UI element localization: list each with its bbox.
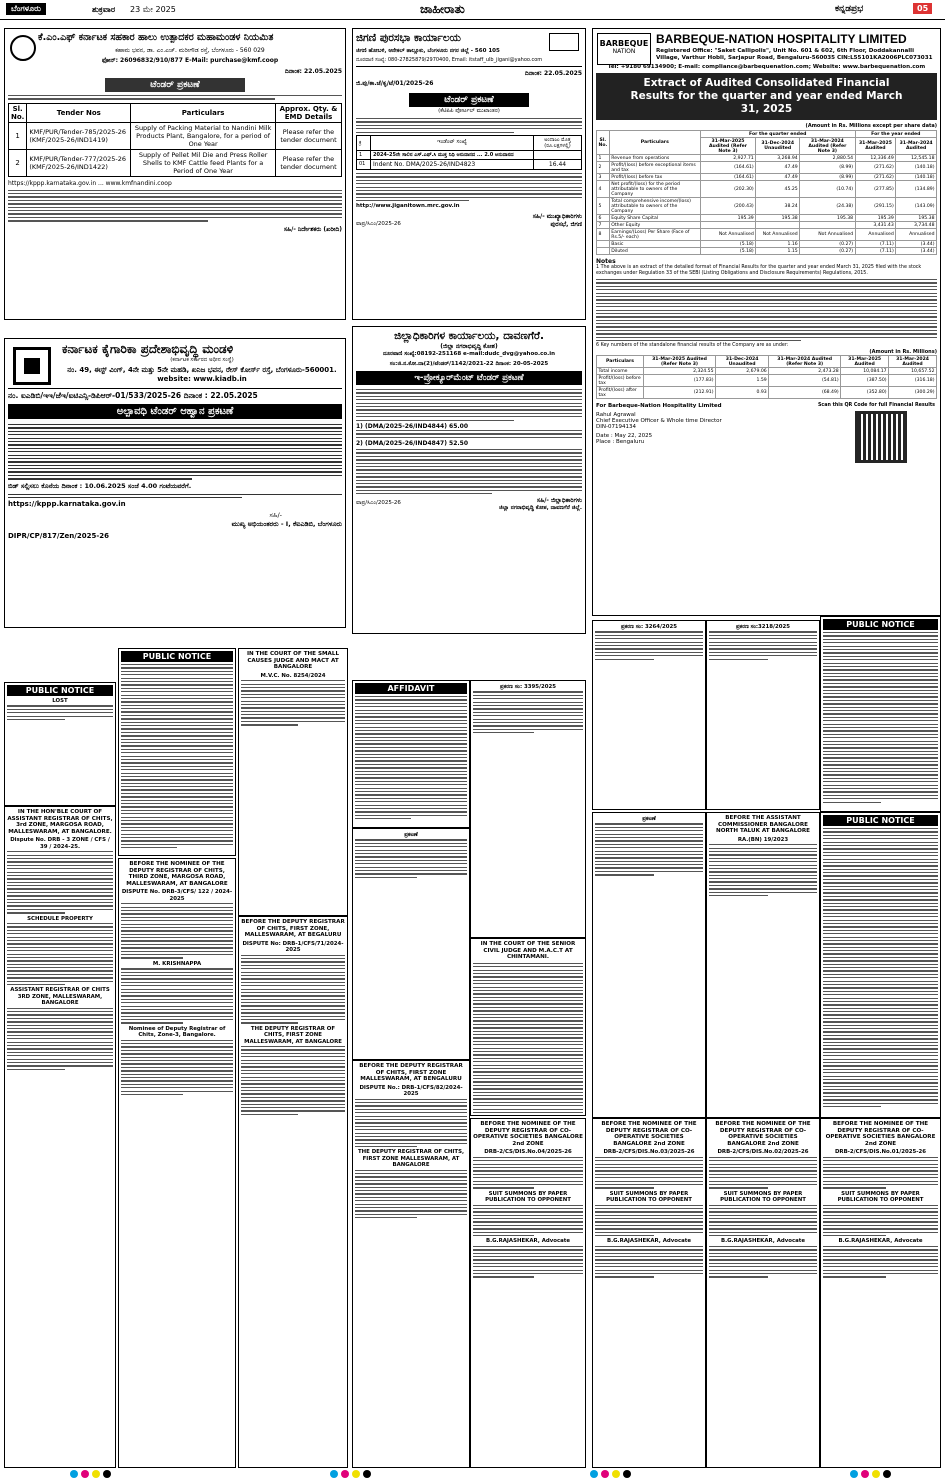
kmf-tender-ad: [4, 28, 346, 320]
bbq-tel: Tel: +9180 69134900; E-mail: compliance@barbequenation.com; Website: www.barbequenation.com: [607, 64, 926, 70]
notice-heading: BEFORE THE NOMINEE OF THE DEPUTY REGISTRAR OF CO-OPERATIVE SOCIETIES BANGALORE 2nd ZONE: [715, 1121, 811, 1147]
kmf-sign: ಸಹಿ/- ನಿರ್ದೇಶಕರು (ಖರೀದಿ): [283, 225, 342, 233]
kmf-table: [8, 103, 342, 177]
table-row: 5 Total comprehensive income/(loss) attributable to owners of the Company (200.43) 38.24 (24.38) (291.15) (143.09): [598, 198, 935, 214]
bbq-notes-title: Notes: [596, 258, 616, 265]
bbq-din: DIN-07194134: [596, 424, 636, 431]
bbq-logo: [597, 33, 651, 65]
kannada-notice-2: [470, 680, 586, 938]
jigani-work: 2024-25ನೇ ಸಾಲಿನ ಎಸ್.ಎಫ್.ಸಿ ಮುಕ್ತ ನಿಧಿ ಅನುದಾನದ ... 2.0 ಅನುದಾನದ: [371, 150, 534, 159]
barbeque-nation-results: [592, 28, 941, 616]
notice-heading: PUBLIC NOTICE: [121, 651, 233, 662]
jigani-title: ಜಿಗಣಿ ಪುರಸಭಾ ಕಾರ್ಯಾಲಯ: [356, 32, 461, 44]
table-row: 8 Earnings/(Loss) Per Share (Face of Rs.5/- each) Not Annualised Not Annualised Not Annualised Annualised Annualised: [598, 229, 935, 240]
notice-subheading: ಪ್ರಕರಣ ಸಂ: 3395/2025: [500, 684, 556, 690]
print-color-marks: [0, 1468, 945, 1480]
davangere-body: [356, 389, 582, 421]
davangere-title: ಜಿಲ್ಲಾಧಿಕಾರಿಗಳ ಕಾರ್ಯಾಲಯ, ದಾವಣಗೆರೆ.: [394, 330, 544, 342]
notice-heading: BEFORE THE NOMINEE OF THE DEPUTY REGISTRAR OF CO-OPERATIVE SOCIETIES BANGALORE 2nd ZONE: [473, 1121, 583, 1147]
jigani-sign: ಸಹಿ/- ಮುಖ್ಯಾಧಿಕಾರಿಗಳು: [532, 213, 582, 221]
public-notice-2: [118, 648, 236, 856]
table-row: 2 Profit/(loss) before exceptional items and tax (164.61) 47.49 (8.99) (271.62) (140.18): [598, 162, 935, 173]
public-notice-1: [4, 682, 116, 806]
mact-court-notice: [238, 648, 348, 916]
table-row: Profit/(loss) before tax (177.83) 1.59 (54.81) (387.50) (316.18): [598, 375, 935, 386]
day-label: ಶುಕ್ರವಾರ: [92, 5, 116, 14]
kmf-date: ದಿನಾಂಕ: 22.05.2025: [284, 68, 342, 75]
table-row: 7 Other Equity 3,431.43 3,734.48: [598, 222, 935, 228]
bbq-date: Date : May 22, 2025: [596, 433, 653, 440]
notice-subheading: M.V.C. No. 8254/2024: [260, 672, 326, 679]
kmf-th-tender: Tender Nos: [27, 103, 131, 122]
table-row: 2 KMF/PUR/Tender-777/2025-26 (KMF/2025-26/IND1422) Supply of Pellet Mil Die and Press Roller Shells to KMF Cattle feed Plants for a Period of One Year Please refer the tender document: [9, 149, 342, 176]
notice-subheading: DRB-2/CFS/DIS.No.03/2025-26: [603, 1149, 695, 1156]
kiadb-last-date: ಬಿಡ್ ಸಲ್ಲಿಸಲು ಕೊನೆಯ ದಿನಾಂಕ : 10.06.2025 ಸಂಜೆ 4.00 ಗಂಟೆಯವರೆಗೆ.: [8, 481, 192, 490]
kmf-banner: ಟೆಂಡರ್ ಪ್ರಕಟಣೆ: [105, 78, 245, 92]
kiadb-title: ಕರ್ನಾಟಕ ಕೈಗಾರಿಕಾ ಪ್ರದೇಶಾಭಿವೃದ್ಧಿ ಮಂಡಳಿ: [62, 342, 234, 356]
jigani-sub: (ಕೆಟಿಪಿಪಿ ಪೋರ್ಟಲ್ ಮುಖಾಂತರ): [438, 108, 500, 114]
notice-subheading: ಪ್ರಕರಣ ಸಂ:3218/2025: [735, 624, 791, 630]
table-row: 1 Revenue from operations 2,927.71 3,268.94 2,880.54 12,336.49 12,545.18: [598, 155, 935, 161]
bbq-logo-bottom: NATION: [612, 48, 636, 55]
bbq-signatory: Rahul Agrawal: [596, 412, 636, 419]
notice-subheading: SCHEDULE PROPERTY: [27, 915, 93, 922]
jigani-contact: ದೂರವಾಣಿ ಸಂಖ್ಯೆ: 080-27825879/2970400, Email: itstaff_ulb_jigani@yahoo.com: [356, 57, 543, 63]
kiadb-tender-ad: [4, 338, 346, 628]
table-row: 1 KMF/PUR/Tender-785/2025-26 (KMF/2025-26/IND1419) Supply of Packing Material to Nandini Milk Products Plant, Bangalore, for a period of One Year Please refer the tender document: [9, 122, 342, 149]
davangere-banner: ಇ-ಪ್ರೋಕ್ಯೂರ್‌ಮೆಂಟ್ ಟೆಂಡರ್ ಪ್ರಕಟಣೆ: [356, 371, 582, 385]
jigani-th-indent: ಇಂಡೆಂಟ್ ಸಂಖ್ಯೆ: [371, 135, 534, 150]
davangere-sign: ಸಹಿ/- ಜಿಲ್ಲಾಧಿಕಾರಿಗಳು: [536, 496, 582, 504]
table-row: Basic (5.18) 1.16 (0.27) (7.11) (3.44): [597, 241, 937, 248]
notice-subheading: DISPUTE No.: DRB-1/CFS/82/2024-2025: [359, 1084, 463, 1098]
notice-subheading: THE DEPUTY REGISTRAR OF CHITS, FIRST ZONE MALLESWARAM, AT BANGALORE: [357, 1149, 465, 1169]
jigani-intro: [356, 118, 582, 133]
notice-subheading: ಪ್ರಕಟಣೆ: [642, 816, 656, 822]
bbq-note1: 1 The above is an extract of the detailed format of Financial Results for the quarter and year ended March 31, 2025 filed with the stock exchanges under Regulation 33 of the SEBI (Listing Obligations and Disclosure Requirements) Regulations, 2015.: [596, 265, 922, 276]
public-notice-3: [820, 616, 941, 812]
kiadb-portal: https://kppp.karnataka.gov.in: [8, 500, 126, 509]
notice-subheading: DISPUTE No. DRB-3/CFS/ 122 / 2024-2025: [121, 889, 233, 902]
jigani-logo-icon: [549, 33, 579, 51]
bbq-notes-body: [596, 279, 937, 341]
jigani-body: [356, 173, 582, 201]
kiadb-sub: (ಕರ್ನಾಟಕ ಸರ್ಕಾರದ ಅಧೀನ ಸಂಸ್ಥೆ): [170, 357, 234, 363]
bbq-standalone-table: Particulars 31-Mar-2025 Audited (Refer Note 3) 31-Dec-2024 Unaudited 31-Mar-2024 Audited (Refer Note 3) 31-Mar-2025 Audited 31-Mar-2024 Audited Total income 2,324.55 2,679.06 2,473.28 10,084.17 10,657.52 Profit/(loss) before tax (177.83) 1.59 (54.81) (387.50) (316.18) Profit/(loss) after tax (212.91) 0.93 (68.49) (352.80) (300.29): [598, 356, 935, 398]
kiadb-sign2: ಮುಖ್ಯ ಅಭಿಯಂತರರು - I, ಕೆಐಎಡಿಬಿ, ಬೆಂಗಳೂರು: [231, 520, 342, 529]
notice-subheading: DRB-2/CS/DIS.No.04/2025-26: [484, 1149, 572, 1156]
notice-heading: BEFORE THE DEPUTY REGISTRAR OF CHITS, FIRST ZONE, MALLESWARAM, AT BEGALURU: [241, 919, 345, 939]
coop-notice-4: [820, 1118, 941, 1468]
kiadb-logo-icon: [13, 347, 51, 385]
davangere-sub: (ಜಿಲ್ಲಾ ನಗರಾಭಿವೃದ್ಧಿ ಕೋಶ): [440, 343, 498, 350]
jigani-indent: Indent No. DMA/2025-26/IND4823: [371, 159, 534, 169]
bbq-designation: Chief Executive Officer & Whole time Director: [596, 418, 722, 425]
davangere-ref: ಸಂ:ಜಿ.ನ.ಕೋ.ದಾ(2)/ಟೆಂಡರ್/1142/2021-22 ದಿನಾಂಕ: 20-05-2025: [389, 361, 549, 367]
bbq-for: For Barbeque-Nation Hospitality Limited: [596, 403, 722, 410]
table-row: 4 Net profit/(loss) for the period attributable to owners of the Company (202.30) 45.25 (10.74) (277.85) (134.89): [598, 181, 935, 197]
notice-subheading: B.G.RAJASHEKAR, Advocate: [606, 1238, 692, 1245]
table-row: Total income 2,324.55 2,679.06 2,473.28 10,084.17 10,657.52: [598, 368, 935, 374]
notice-subheading: ಪ್ರಕರಣ ಸಂ: 3264/2025: [621, 624, 677, 630]
notice-heading: BEFORE THE NOMINEE OF THE DEPUTY REGISTRAR OF CHITS, THIRD ZONE, MARGOSA ROAD, MALLESWARAM, AT BANGALORE: [126, 861, 228, 887]
notice-subheading: ASSISTANT REGISTRAR OF CHITS 3RD ZONE, MALLESWARAM, BANGALORE: [10, 987, 110, 1007]
notice-subheading: SUIT SUMMONS BY PAPER PUBLICATION TO OPPONENT: [720, 1190, 806, 1204]
kiadb-body: [8, 424, 342, 480]
page-number: 05: [913, 3, 932, 14]
davangere-tender2: 2) (DMA/2025-26/IND4847) 52.50: [356, 440, 469, 448]
table-row: Profit/(loss) after tax (212.91) 0.93 (68.49) (352.80) (300.29): [598, 387, 935, 398]
notice-heading: PUBLIC NOTICE: [823, 619, 938, 630]
bbq-name: BARBEQUE-NATION HOSPITALITY LIMITED: [656, 32, 907, 46]
chits-nominee-notice-3: [352, 1060, 470, 1468]
section-center: ಜಾಹೀರಾತು: [420, 2, 465, 16]
bbq-office: Registered Office: "Saket Callipolis", Unit No. 601 & 602, 6th Floor, Doddakannalli Village, Varthur Hobli, Sarjapur Road, Bengaluru-560035 CIN:L55101KA2006PLC073031: [656, 48, 933, 61]
kmf-body-text: [8, 190, 342, 222]
davangere-code: ವಾಪ್ರ/ಸಿಎಂ/2025-26: [356, 499, 401, 506]
paper-name: ಕನ್ನಡಪ್ರಭ: [835, 4, 864, 14]
jigani-address: ಜಿಗಣಿ ಹೋಬಳಿ, ಆನೇಕಲ್ ತಾಲ್ಲೂಕು, ಬೆಂಗಳೂರು ನಗರ ಜಿಲ್ಲೆ - 560 105: [356, 48, 500, 54]
notice-subheading: DISPUTE No: DRB-1/CFS/71/2024-2025: [242, 940, 344, 954]
notice-heading: PUBLIC NOTICE: [7, 685, 113, 696]
kiadb-sign: ಸಹಿ/-: [269, 511, 282, 520]
davangere-tender-ad: [352, 326, 586, 634]
kmf-intro-text: [8, 95, 342, 100]
notice-subheading: B.G.RAJASHEKAR, Advocate: [838, 1238, 923, 1245]
kiadb-ref: ನಂ. ಐಎಡಿಬಿ/ಇಇ/ಜೆಇ/ಐಟಿಎನ್ಸಿ-ಡಿಪಿಆರ್-01/533/2025-26 ದಿನಾಂಕ : 22.05.2025: [8, 391, 258, 400]
kiadb-banner: ಅಲ್ಪಾವಧಿ ಟೆಂಡರ್ ಆಹ್ವಾನ ಪ್ರಕಟಣೆ: [8, 404, 342, 419]
table-row: 3 Profit/(loss) before tax (164.61) 47.49 (8.99) (271.62) (140.18): [598, 174, 935, 180]
notice-subheading: Nominee of Deputy Registrar of Chits, Zone-3, Bangalore.: [128, 1025, 226, 1039]
kmf-address: ಕಹಾಮ ಭವನ, ಡಾ. ಎಂ.ಎಚ್. ಮರೀಗೌಡ ರಸ್ತೆ, ಬೆಂಗಳೂರು - 560 029: [115, 47, 265, 54]
kmf-portal: https://kppp.karnataka.gov.in ... www.kmfnandini.coop: [8, 179, 172, 187]
table-row: Diluted (5.18) 1.15 (0.27) (7.11) (3.44): [597, 248, 937, 255]
kannada-notice-1: [352, 828, 470, 1060]
qr-code-icon: [855, 411, 907, 463]
notice-subheading: DRB-2/CFS/DIS.No.02/2025-26: [717, 1149, 809, 1156]
kmf-th-particulars: Particulars: [131, 103, 276, 122]
kannada-notice-5: [592, 812, 706, 1118]
notice-subheading: THE DEPUTY REGISTRAR OF CHITS, FIRST ZONE MALLESWARAM, AT BANGALORE: [244, 1025, 342, 1045]
davangere-tender1: 1) (DMA/2025-26/IND4844) 65.00: [356, 422, 469, 430]
chits-nominee-notice-1: [118, 858, 236, 1468]
kmf-title: ಕೆ.ಎಂ.ಎಫ್ ಕರ್ನಾಟಕ ಸಹಕಾರ ಹಾಲು ಉತ್ಪಾದಕರ ಮಹಾಮಂಡಳ ನಿಯಮಿತ: [38, 32, 274, 43]
notice-subheading: LOST: [52, 698, 68, 704]
notice-subheading: B.G.RAJASHEKAR, Advocate: [485, 1238, 571, 1245]
kannada-notice-4: [706, 620, 820, 810]
kmf-contact: ಫೋನ್: 26096832/910/877 E-Mail: purchase@kmf.coop: [101, 57, 279, 64]
jigani-sign2: ಪುರಸಭೆ, ಜಿಗಣಿ: [550, 221, 582, 229]
masthead: [0, 0, 945, 20]
notice-subheading: M. KRISHNAPPA: [152, 960, 202, 967]
jigani-banner: ಟೆಂಡರ್ ಪ್ರಕಟಣೆ: [409, 93, 529, 107]
notice-heading: PUBLIC NOTICE: [823, 815, 938, 826]
civil-court-notice: [470, 938, 586, 1116]
jigani-code: ವಾಪ್ರ/ಸಿಎಂ/2025-26: [356, 221, 401, 228]
jigani-amount: 16.44: [534, 159, 582, 169]
bbq-amount-note2: (Amount in Rs. Millions): [869, 349, 937, 356]
jigani-th-amount: ಅಂದಾಜು ಮೊತ್ತ (ರೂ.ಲಕ್ಷಗಳಲ್ಲಿ): [534, 135, 582, 150]
jigani-date: ದಿನಾಂಕ: 22.05.2025: [524, 70, 582, 77]
bbq-extract-title: Extract of Audited Consolidated Financial Results for the quarter and year ended March 31, 2025: [596, 73, 937, 120]
table-row: 6 Equity Share Capital 195.39 195.38 195.38 195.39 195.38: [598, 215, 935, 221]
notice-subheading: RA.(BN) 19/2023: [737, 836, 789, 843]
kmf-th-qty: Approx. Qty. & EMD Details: [276, 103, 342, 122]
notice-heading: IN THE COURT OF THE SENIOR CIVIL JUDGE AND M.A.C.T AT CHINTAMANI.: [480, 941, 576, 961]
davangere-sign2: ಜಿಲ್ಲಾ ನಗರಾಭಿವೃದ್ಧಿ ಕೋಶ, ದಾವಣಗೆರೆ ಜಿಲ್ಲೆ.: [499, 504, 582, 511]
kmf-logo-icon: [10, 35, 36, 61]
section-label: ಬೆಂಗಳೂರು: [6, 3, 46, 15]
notice-subheading: ಪ್ರಕಟಣೆ: [404, 832, 418, 838]
notice-heading: IN THE HON'BLE COURT OF ASSISTANT REGISTRAR OF CHITS, 3rd ZONE, MARGOSA ROAD, MALLESWARAM, AT BANGALORE.: [7, 809, 113, 835]
notice-subheading: SUIT SUMMONS BY PAPER PUBLICATION TO OPPONENT: [606, 1190, 692, 1204]
affidavit-notice: [352, 680, 470, 828]
kiadb-code: DIPR/CP/817/Zen/2025-26: [8, 532, 109, 541]
jigani-ref: ಜಿ.ಪು/ಕಾ.ಜೆ/ಕೃ/ಟೆ/01/2025-26: [356, 80, 434, 87]
notice-subheading: Dispute No. DRB - 3 ZONE / CFS / 39 / 2024-25.: [10, 837, 110, 850]
notice-subheading: B.G.RAJASHEKAR, Advocate: [720, 1238, 806, 1245]
notice-heading: BEFORE THE DEPUTY REGISTRAR OF CHITS, FIRST ZONE MALLESWARAM, AT BENGALURU: [359, 1063, 463, 1083]
notice-heading: IN THE COURT OF THE SMALL CAUSES JUDGE AND MACT AT BANGALORE: [246, 651, 340, 671]
notice-subheading: SUIT SUMMONS BY PAPER PUBLICATION TO OPPONENT: [837, 1190, 924, 1204]
bbq-logo-top: BARBEQUE: [599, 39, 649, 48]
bbq-note6: 6 Key numbers of the standalone financial results of the Company are as under:: [596, 343, 789, 349]
notice-heading: AFFIDAVIT: [355, 683, 467, 694]
bbq-qr-caption: Scan this QR Code for full Financial Results: [817, 403, 935, 409]
coop-notice-3: [706, 1118, 820, 1468]
public-notice-4: [820, 812, 941, 1118]
kannada-notice-3: [592, 620, 706, 810]
notice-subheading: DRB-2/CFS/DIS.No.01/2025-26: [834, 1149, 927, 1156]
date-label: 23 ಮೇ 2025: [130, 5, 176, 14]
jigani-tender-ad: [352, 28, 586, 320]
coop-notice-2: [592, 1118, 706, 1468]
jigani-portal: http://www.jiganitown.mrc.gov.in: [356, 203, 460, 210]
bbq-place: Place : Bengaluru: [596, 439, 645, 446]
notice-heading: BEFORE THE NOMINEE OF THE DEPUTY REGISTRAR OF CO-OPERATIVE SOCIETIES BANGALORE 2nd ZONE: [601, 1121, 697, 1147]
chits-court-notice: [4, 806, 116, 1468]
ac-notice: [706, 812, 820, 1118]
coop-notice-1: [470, 1118, 586, 1468]
kmf-th-sl: Sl. No.: [9, 103, 27, 122]
chits-nominee-notice-2: [238, 916, 348, 1468]
bbq-amount-note: (Amount in Rs. Millions except per share data): [805, 123, 937, 129]
bbq-results-table: Sl. No. Particulars For the quarter ended For the year ended 31-Mar-2025 Audited (Refer Note 3) 31-Dec-2024 Unaudited 31-Mar-2024 Audited (Refer Note 3) 31-Mar-2025 Audited 31-Mar-2024 Audited 1 Revenue from operations 2,927.71 3,268.94 2,880.54 12,336.49 12,545.18 2 Profit/(loss) before exceptional items and tax (164.61) 47.49 (8.99) (271.62) (140.18) 3 Profit/(loss) before tax (164.61) 47.49 (8.99) (271.62) (140.18) 4 Net profit/(loss) for the period attributable to owners of the Company (202.30) 45.25 (10.74) (277.85) (134.89) 5 Total comprehensive income/(loss) attributable to owners of the Company (200.43) 38.24 (24.38) (291.15) (143.09) 6 Equity Share Capital 195.39 195.38 195.38 195.39 195.38 7 Other Equity 3,431.43 3,734.48 8 Earnings/(Loss) Per Share (Face of Rs.5/- each) Not Annualised Not Annualised Not Annualised Annualised Annualised Basic (5.18) 1.16 (0.27) (7.11) (3.44) Diluted (5.18) 1.15 (0.27) (7.11) (3.44): [598, 131, 935, 254]
kiadb-address: ನಂ. 49, ಈಸ್ಟ್ ವಿಂಗ್, 4ನೇ ಮತ್ತು 5ನೇ ಮಹಡಿ, ಖನಿಜ ಭವನ, ರೇಸ್ ಕೋರ್ಸ್ ರಸ್ತೆ, ಬೆಂಗಳೂರು-560001. website: www.kiadb.in: [67, 366, 337, 383]
notice-heading: BEFORE THE NOMINEE OF THE DEPUTY REGISTRAR OF CO-OPERATIVE SOCIETIES BANGALORE 2nd ZONE: [825, 1121, 936, 1147]
notice-heading: BEFORE THE ASSISTANT COMMISSIONER BANGALORE NORTH TALUK AT BANGALORE: [716, 815, 810, 835]
notice-subheading: SUIT SUMMONS BY PAPER PUBLICATION TO OPPONENT: [485, 1190, 571, 1204]
jigani-table: ಕ್ರ ಇಂಡೆಂಟ್ ಸಂಖ್ಯೆ ಅಂದಾಜು ಮೊತ್ತ (ರೂ.ಲಕ್ಷಗಳಲ್ಲಿ) 1 2024-25ನೇ ಸಾಲಿನ ಎಸ್.ಎಫ್.ಸಿ ಮುಕ್ತ ನಿಧಿ ಅನುದಾನದ ... 2.0 ಅನುದಾನದ 01 Indent No. DMA/2025-26/IND4823 16.44: [356, 135, 582, 170]
davangere-contact: ದೂರವಾಣಿ ಸಂಖ್ಯೆ:08192-251168 e-mail:dudc_dvg@yahoo.co.in: [382, 351, 556, 357]
